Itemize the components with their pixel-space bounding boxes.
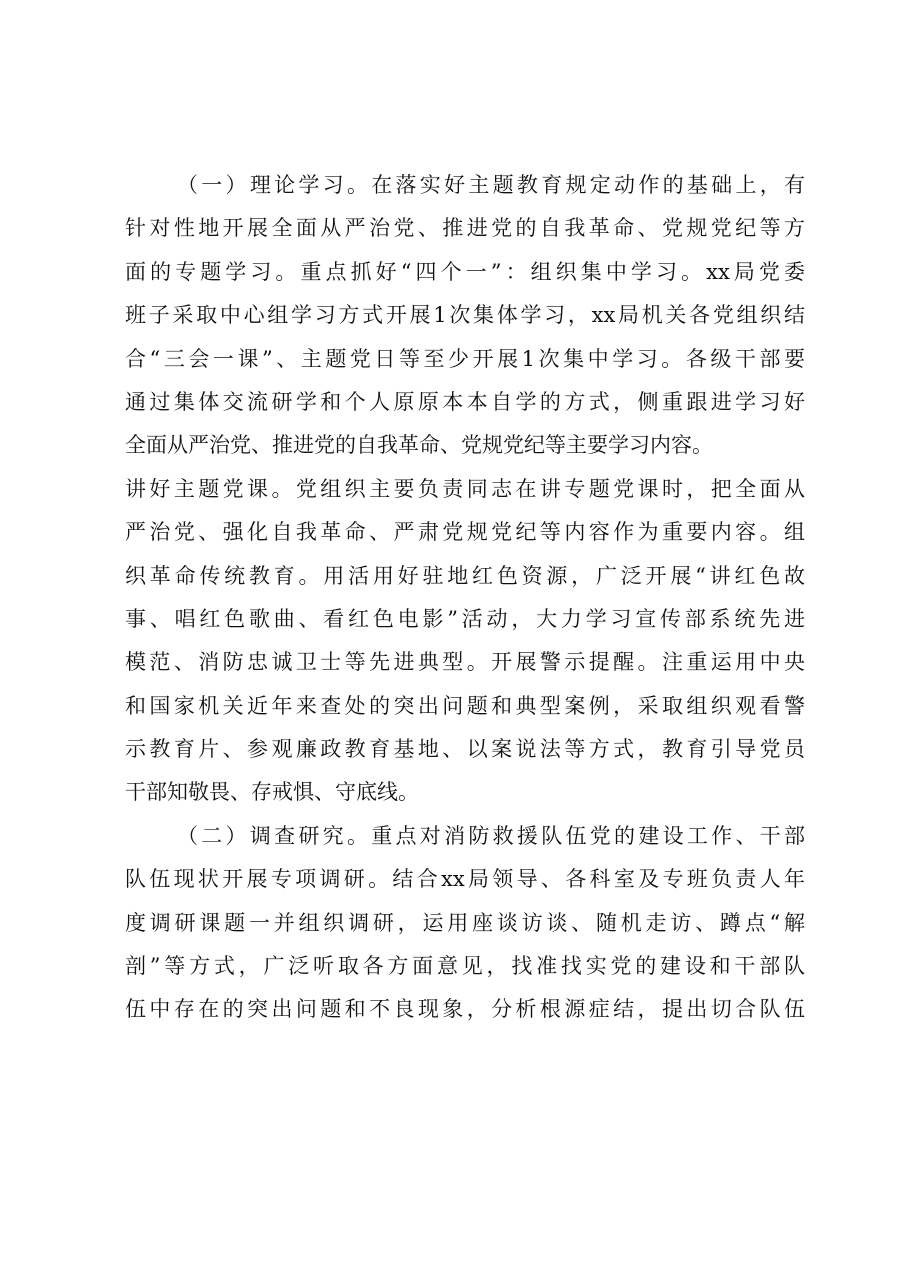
paragraph-1-line-7: 全面从严治党、推进党的自我革命、党规党纪等主要学习内容。	[125, 433, 713, 458]
paragraph-2-line-4: 剖”等方式，广泛听取各方面意见，找准找实党的建设和干部队	[125, 954, 805, 979]
paragraph-1-line-1: （一）理论学习。在落实好主题教育规定动作的基础上，有	[177, 173, 805, 197]
paragraph-1-line-12: 模范、消防忠诚卫士等先进典型。开展警示提醒。注重运用中央	[125, 650, 805, 675]
paragraph-1-line-5: 合“三会一课”、主题党日等至少开展1次集中学习。各级干部要	[125, 346, 805, 371]
paragraph-1-line-13: 和国家机关近年来查处的突出问题和典型案例，采取组织观看警	[125, 693, 805, 718]
paragraph-2-line-1: （二）调查研究。重点对消防救援队伍党的建设工作、干部	[177, 823, 805, 848]
paragraph-1-line-15: 干部知敬畏、存戒惧、守底线。	[125, 780, 419, 805]
paragraph-1-line-6: 通过集体交流研学和个人原原本本自学的方式，侧重跟进学习好	[125, 389, 805, 414]
paragraph-2-line-2: 队伍现状开展专项调研。结合xx局领导、各科室及专班负责人年	[125, 867, 805, 892]
document-body	[125, 164, 805, 1032]
paragraph-2-line-3: 度调研课题一并组织调研，运用座谈访谈、随机走访、蹲点“解	[125, 910, 805, 935]
paragraph-1-line-4: 班子采取中心组学习方式开展1次集体学习，xx局机关各党组织结	[125, 303, 805, 328]
paragraph-2-line-5: 伍中存在的突出问题和不良现象，分析根源症结，提出切合队伍	[125, 997, 805, 1022]
paragraph-1-line-9: 严治党、强化自我革命、严肃党规党纪等内容作为重要内容。组	[125, 520, 805, 545]
paragraph-1-line-11: 事、唱红色歌曲、看红色电影”活动，大力学习宣传部系统先进	[125, 606, 805, 631]
paragraph-1-line-2: 针对性地开展全面从严治党、推进党的自我革命、党规党纪等方	[125, 216, 805, 241]
paragraph-1-line-3: 面的专题学习。重点抓好“四个一”：组织集中学习。xx局党委	[125, 259, 805, 284]
paragraph-1-line-14: 示教育片、参观廉政教育基地、以案说法等方式，教育引导党员	[125, 737, 805, 762]
paragraph-1-line-10: 织革命传统教育。用活用好驻地红色资源，广泛开展“讲红色故	[125, 563, 805, 588]
paragraph-1-line-8: 讲好主题党课。党组织主要负责同志在讲专题党课时，把全面从	[125, 476, 805, 501]
